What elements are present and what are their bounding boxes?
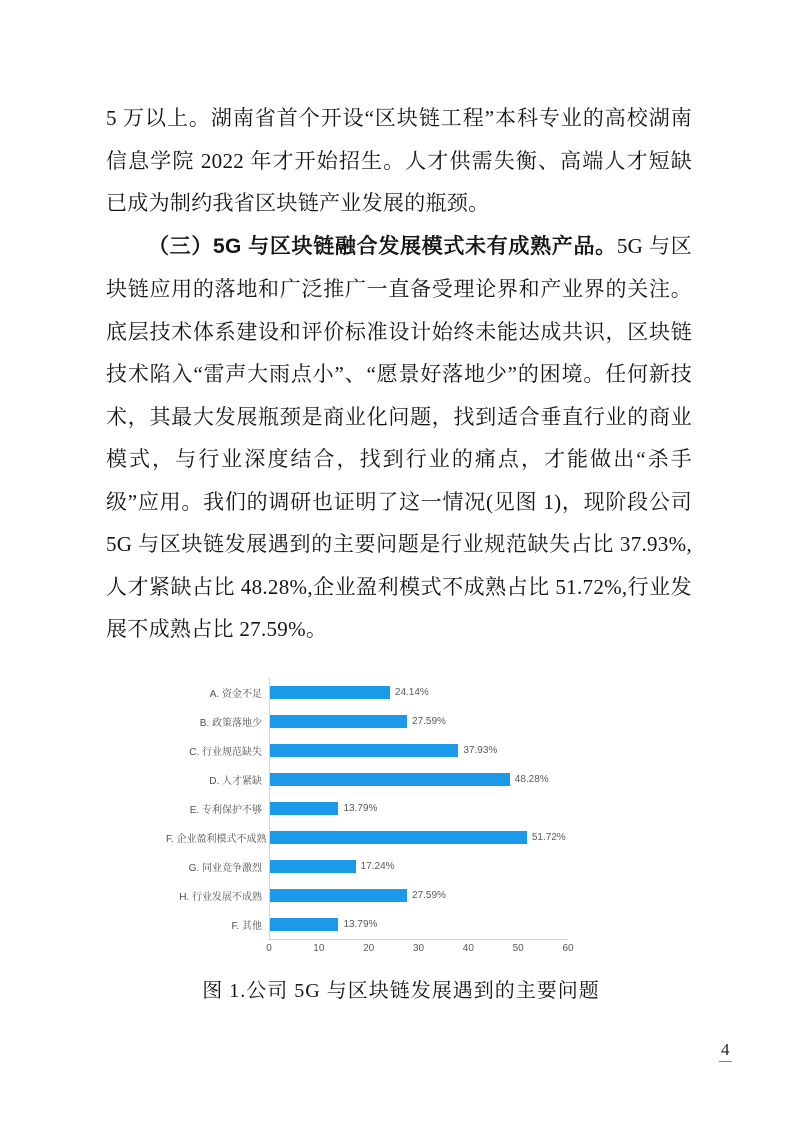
chart-bar xyxy=(270,802,338,815)
paragraph-2 xyxy=(106,225,692,651)
chart-bar xyxy=(270,686,390,699)
chart-row xyxy=(166,823,636,852)
chart-row xyxy=(166,736,636,765)
paragraph-1: 5 万以上。湖南省首个开设“区块链工程”本科专业的高校湖南信息学院 2022 年才开始招生。人才供需失衡、高端人才短缺已成为制约我省区块链产业发展的瓶颈。 xyxy=(106,106,692,215)
chart-bar xyxy=(270,860,356,873)
bar-chart xyxy=(166,678,636,956)
chart-row xyxy=(166,765,636,794)
chart-bar xyxy=(270,831,527,844)
paragraph-2-heading: （三）5G 与区块链融合发展模式未有成熟产品。 xyxy=(148,234,617,258)
x-axis xyxy=(266,940,574,956)
chart-track xyxy=(269,765,568,794)
chart-row xyxy=(166,678,636,707)
x-axis-tick: 60 xyxy=(562,942,574,954)
chart-value-label: 51.72% xyxy=(531,831,566,843)
chart-bar xyxy=(270,889,407,902)
chart-track xyxy=(269,910,568,939)
chart-category-label: D. 人才紧缺 xyxy=(209,775,262,787)
x-axis-tick: 30 xyxy=(412,942,425,954)
figure-caption: 图 1.公司 5G 与区块链发展遇到的主要问题 xyxy=(202,979,600,1002)
chart-row xyxy=(166,910,636,939)
x-axis-tick: 10 xyxy=(313,942,325,954)
chart-value-label: 27.59% xyxy=(412,715,446,727)
chart-bar xyxy=(270,773,510,786)
x-axis-tick: 0 xyxy=(266,942,272,954)
chart-row xyxy=(166,881,636,910)
chart-bar xyxy=(270,744,458,757)
chart-row xyxy=(166,794,636,823)
chart-category-label: H. 行业发展不成熟 xyxy=(179,891,262,903)
chart-category-label: F. 企业盈利模式不成熟 xyxy=(166,833,267,845)
chart-value-label: 17.24% xyxy=(360,860,395,872)
page-number-value: 4 xyxy=(719,1040,732,1062)
chart-category-label: A. 资金不足 xyxy=(209,688,262,700)
chart-track xyxy=(269,678,568,707)
page-number xyxy=(719,1040,732,1062)
chart-row xyxy=(166,852,636,881)
chart-value-label: 13.79% xyxy=(343,802,378,814)
chart-category-label: F. 其他 xyxy=(231,920,262,932)
chart-value-label: 48.28% xyxy=(514,773,549,785)
chart-track xyxy=(269,736,568,765)
chart-value-label: 24.14% xyxy=(394,686,429,698)
chart-category-label: C. 行业规范缺失 xyxy=(189,746,262,758)
chart-category-label: B. 政策落地少 xyxy=(199,717,262,729)
chart-track xyxy=(269,707,568,736)
chart-category-label: E. 专利保护不够 xyxy=(189,804,262,816)
x-axis-tick: 20 xyxy=(363,942,375,954)
chart-value-label: 27.59% xyxy=(412,889,446,901)
chart-category-label: G. 同业竞争激烈 xyxy=(188,862,262,874)
chart-track xyxy=(269,823,568,852)
x-axis-tick: 50 xyxy=(512,942,524,954)
chart-value-label: 13.79% xyxy=(343,918,378,930)
chart-bar xyxy=(270,715,407,728)
chart-rows xyxy=(166,678,636,939)
chart-track xyxy=(269,794,568,823)
chart-track xyxy=(269,881,568,910)
x-axis-tick: 40 xyxy=(462,942,474,954)
figure-1 xyxy=(166,678,636,1003)
chart-track xyxy=(269,852,568,881)
chart-bar xyxy=(270,918,338,931)
paragraph-2-body: 5G 与区块链应用的落地和广泛推广一直备受理论界和产业界的关注。底层技术体系建设和评价标准设计始终未能达成共识，区块链技术陷入“雷声大雨点小”、“愿景好落地少”的困境。任何新技术，其最大发展瓶颈是商业化问题，找到适合垂直行业的商业模式，与行业深度结合，找到行业的痛点，才能做出“杀手级”应用。我们的调研也证明了这一情况(见图 1)，现阶段公司 5G 与区块链发展遇到的主要问题是行业规范缺失占比 37.93%,人才紧缺占比 48.28%,企业盈利模式不成熟占比 51.72%,行业发展不成熟占比 27.59%。 xyxy=(106,233,692,641)
chart-row xyxy=(166,707,636,736)
chart-value-label: 37.93% xyxy=(463,744,498,756)
